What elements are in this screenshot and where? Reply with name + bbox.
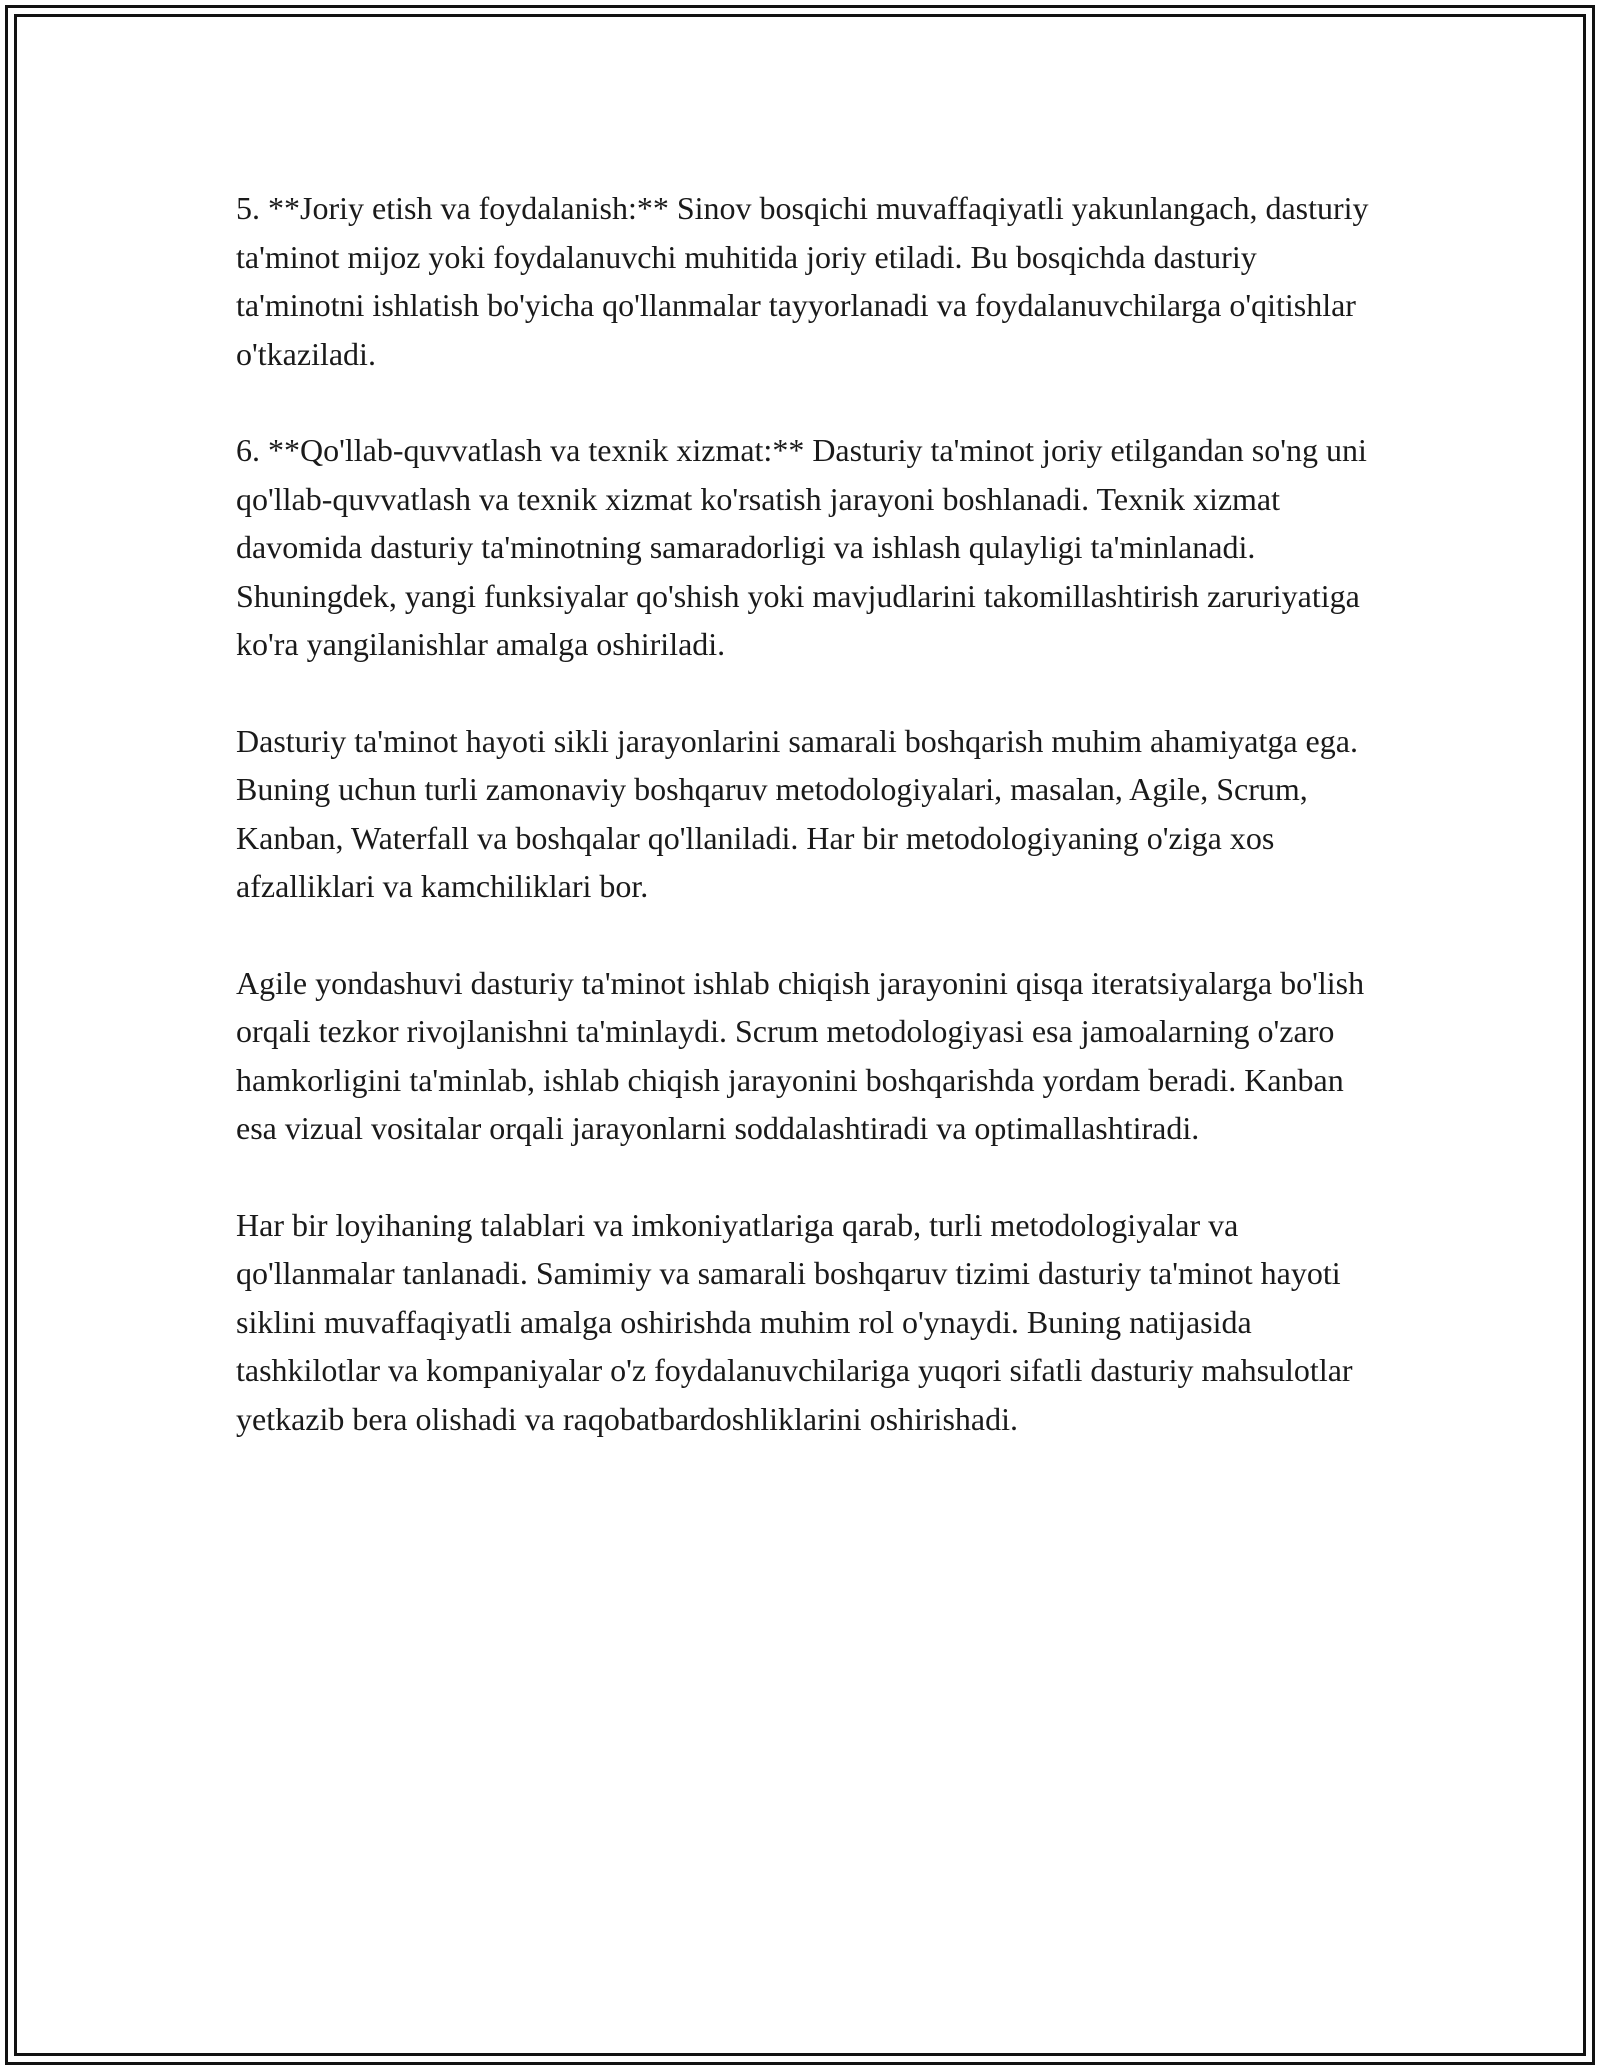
paragraph-conclusion: Har bir loyihaning talablari va imkoniyatlariga qarab, turli metodologiyalar va qo'llanmalar tanlanadi. Samimiy va samarali boshqaruv tizimi dasturiy ta'minot hayoti siklini muvaffaqiyatli amalga oshirishda muhim rol o'ynaydi. Buning natijasida tashkilotlar va kompaniyalar o'z foydalanuvchilariga yuqori sifatli dasturiy mahsulotlar yetkazib bera olishadi va raqobatbardoshliklarini oshirishadi. (236, 1206, 1353, 1437)
document-body (236, 184, 1376, 1491)
paragraph-deployment: 5. **Joriy etish va foydalanish:** Sinov bosqichi muvaffaqiyatli yakunlangach, dasturiy ta'minot mijoz yoki foydalanuvchi muhitida joriy etiladi. Bu bosqichda dasturiy ta'minotni ishlatish bo'yicha qo'llanmalar tayyorlanadi va foydalanuvchilarga o'qitishlar o'tkaziladi. (236, 190, 1369, 372)
paragraph-support-maintenance: 6. **Qo'llab-quvvatlash va texnik xizmat:** Dasturiy ta'minot joriy etilgandan so'ng uni qo'llab-quvvatlash va texnik xizmat ko'rsatish jarayoni boshlanadi. Texnik xizmat davomida dasturiy ta'minotning samaradorligi va ishlash qulayligi ta'minlanadi. Shuningdek, yangi funksiyalar qo'shish yoki mavjudlarini takomillashtirish zaruriyatiga ko'ra yangilanishlar amalga oshiriladi. (236, 432, 1367, 662)
paragraph-lifecycle-management: Dasturiy ta'minot hayoti sikli jarayonlarini samarali boshqarish muhim ahamiyatga ega. Buning uchun turli zamonaviy boshqaruv metodologiyalari, masalan, Agile, Scrum, Kanban, Waterfall va boshqalar qo'llaniladi. Har bir metodologiyaning o'ziga xos afzalliklari va kamchiliklari bor. (236, 722, 1358, 904)
paragraph-agile-scrum-kanban: Agile yondashuvi dasturiy ta'minot ishlab chiqish jarayonini qisqa iteratsiyalarga bo'lish orqali tezkor rivojlanishni ta'minlaydi. Scrum metodologiyasi esa jamoalarning o'zaro hamkorligini ta'minlab, ishlab chiqish jarayonini boshqarishda yordam beradi. Kanban esa vizual vositalar orqali jarayonlarni soddalashtiradi va optimallashtiradi. (236, 964, 1365, 1146)
